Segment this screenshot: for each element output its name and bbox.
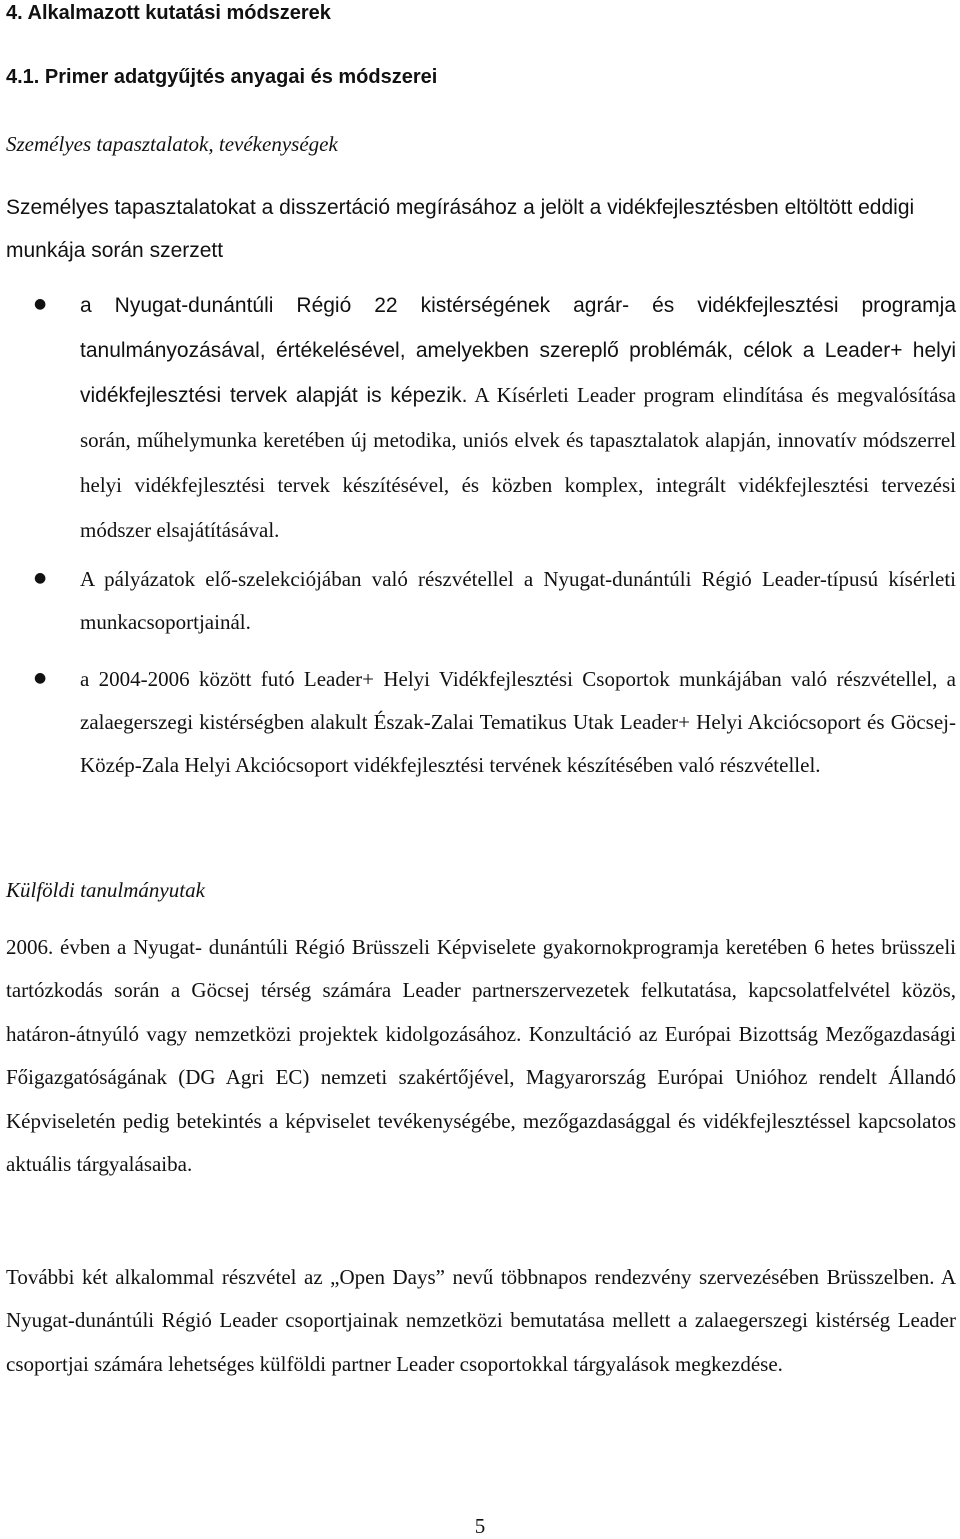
bullet-icon: ●	[34, 296, 47, 312]
list-item-text-serif: A Kísérleti Leader program elindítása és megvalósítása során, műhelymunka keretében új metodika, uniós elvek és tapasztalatok alapján, innovatív módszerrel helyi vidékfejlesztési tervek készítésével, és közben komplex, integrált vidékfejlesztési tervezési módszer elsajátításával.	[80, 383, 956, 542]
list-item-text: A pályázatok elő-szelekciójában való részvétellel a Nyugat-dunántúli Régió Leader-típusú kísérleti munkacsoportjainál.	[80, 567, 956, 634]
subheading-personal: Személyes tapasztalatok, tevékenységek	[6, 132, 338, 156]
bullet-icon: ●	[34, 570, 47, 586]
list-item-text: a 2004-2006 között futó Leader+ Helyi Vidékfejlesztési Csoportok munkájában való részvétellel, a zalaegerszegi kistérségben alakult Észak-Zalai Tematikus Utak Leader+ Helyi Akciócsoport és Göcsej-Közép-Zala Helyi Akciócsoport vidékfejlesztési tervének készítésében való részvétellel.	[80, 667, 956, 777]
list-item-text-sans: a Nyugat-dunántúli Régió 22 kistérségének agrár- és vidékfejlesztési programja tanulmányozásával, értékelésével, amelyekben szereplő problémák, célok a Leader+ helyi vidékfejlesztési tervek alapját is képezik.	[80, 294, 956, 407]
bullet-icon: ●	[34, 670, 47, 686]
section-heading: 4.1. Primer adatgyűjtés anyagai és módszerei	[6, 66, 438, 88]
page-number: 5	[474, 1514, 486, 1538]
opendays-paragraph: További két alkalommal részvétel az „Open Days” nevű többnapos rendezvény szervezésében Brüsszelben. A Nyugat-dunántúli Régió Leader csoportjainak nemzetközi bemutatása mellett a zalaegerszegi kistérség Leader csoportjai számára lehetséges külföldi partner Leader csoportokkal tárgyalások megkezdése.	[6, 1265, 956, 1376]
chapter-heading: 4. Alkalmazott kutatási módszerek	[6, 2, 331, 24]
list-item-text	[80, 284, 956, 554]
abroad-paragraph: 2006. évben a Nyugat- dunántúli Régió Brüsszeli Képviselete gyakornokprogramja keretében 6 hetes brüsszeli tartózkodás során a Göcsej térség számára Leader partnerszervezetek felkutatása, kapcsolatfelvétel közös, határon-átnyúló vagy nemzetközi projektek kidolgozásához. Konzultáció az Európai Bizottság Mezőgazdasági Főigazgatóságának (DG Agri EC) nemzeti szakértőjével, Magyarország Európai Unióhoz rendelt Állandó Képviseletén pedig betekintés a képviselet tevékenységébe, mezőgazdasággal és vidékfejlesztéssel kapcsolatos aktuális tárgyalásaiba.	[6, 935, 956, 1177]
subheading-abroad: Külföldi tanulmányutak	[6, 878, 205, 902]
intro-paragraph: Személyes tapasztalatokat a disszertáció megírásához a jelölt a vidékfejlesztésben eltöltött eddigi munkája során szerzett	[6, 196, 915, 262]
